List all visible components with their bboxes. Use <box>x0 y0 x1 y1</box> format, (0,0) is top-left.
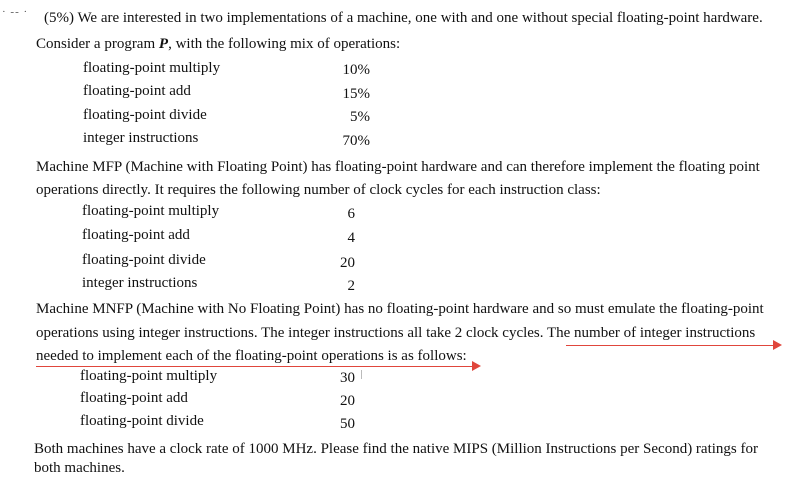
mix-value: 5% <box>350 109 370 125</box>
underline-arrow-1 <box>566 345 780 346</box>
mnfp-line-2: operations using integer instructions. The integer instructions all take 2 clock cycles. The number of integer instructions <box>36 325 756 341</box>
cycles-label: integer instructions <box>82 275 198 291</box>
emulation-value: 50 <box>340 416 355 432</box>
intro-line-2-prefix: Consider a program <box>36 36 159 52</box>
cycles-value: 2 <box>347 278 355 294</box>
cycles-label: floating-point add <box>82 227 190 243</box>
mnfp-line-1: Machine MNFP (Machine with No Floating Point) has no floating-point hardware and so must emulate the floating-point <box>36 301 764 317</box>
scan-mark <box>361 370 362 379</box>
mix-label: integer instructions <box>83 130 199 146</box>
emulation-label: floating-point multiply <box>80 368 218 384</box>
list-bullet-marker: · -- · <box>2 6 29 18</box>
mix-label: floating-point multiply <box>83 60 221 76</box>
cycles-label: floating-point divide <box>82 252 206 268</box>
cycles-label: floating-point multiply <box>82 203 220 219</box>
cycles-value: 20 <box>340 255 355 271</box>
program-name: P <box>158 36 169 52</box>
question-line-2: both machines. <box>34 460 125 476</box>
cycles-value: 4 <box>347 230 355 246</box>
intro-line-2 <box>36 35 400 53</box>
mnfp-line-3: needed to implement each of the floating-point operations is as follows: <box>36 348 467 364</box>
emulation-value: 20 <box>340 393 355 409</box>
mix-label: floating-point add <box>83 83 191 99</box>
emulation-label: floating-point add <box>80 390 188 406</box>
mfp-line-2: operations directly. It requires the following number of clock cycles for each instruction class: <box>36 182 601 198</box>
intro-line-2-suffix: , with the following mix of operations: <box>168 36 401 52</box>
cycles-value: 6 <box>347 206 355 222</box>
mix-value: 70% <box>342 133 370 149</box>
question-line-1: Both machines have a clock rate of 1000 MHz. Please find the native MIPS (Million Instructions per Second) ratings for <box>34 441 758 457</box>
emulation-value: 30 <box>340 370 355 386</box>
mix-label: floating-point divide <box>83 107 207 123</box>
mfp-line-1: Machine MFP (Machine with Floating Point) has floating-point hardware and can therefore implement the floating point <box>36 159 760 175</box>
mix-value: 15% <box>342 86 370 102</box>
emulation-label: floating-point divide <box>80 413 204 429</box>
mix-value: 10% <box>342 62 370 78</box>
intro-line-1: (5%) We are interested in two implementations of a machine, one with and one without special floating-point hardware. <box>44 10 763 26</box>
